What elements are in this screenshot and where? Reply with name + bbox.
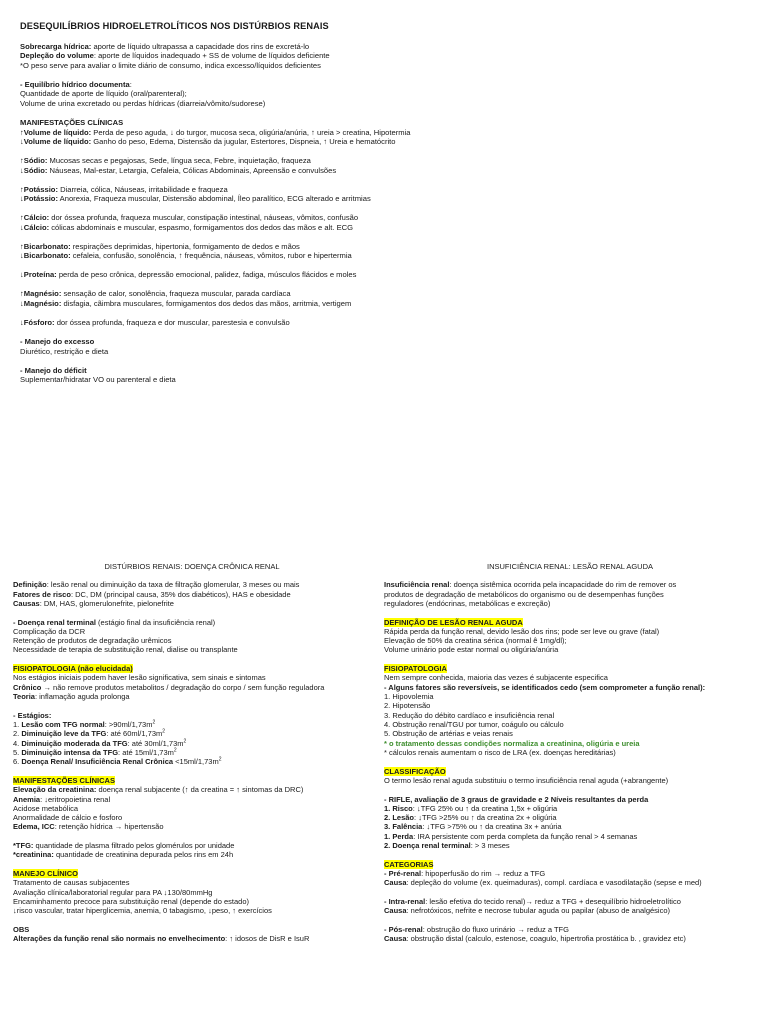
up-arrow-icon: ↑ [229,934,234,944]
drc-terminal-line-3: Necessidade de terapia de substituição renal, dialise ou transplante [13,645,238,655]
manejo-excesso-heading: - Manejo do excesso [20,336,95,346]
hydro-electrolyte-section [20,22,750,385]
drc-fisio-line: Nos estágios iniciais podem haver lesão significativa, sem sinais e sintomas [13,673,266,683]
lra-fator-4: 4. Obstrução renal/TGU por tumor, coágulo ou cálculo [384,719,564,729]
drc-calcio-line: Anormalidade de cálcio e fosforo [13,813,123,823]
right-arrow-icon: → [517,924,525,934]
drc-estagio-4: 4. Diminuição moderada da TFG: até $30ml/1,73m^2$ [13,738,187,748]
lra-insuficiencia-line-3: reguladores (endócrinas, metabólicas e excreção) [384,598,551,608]
lra-rifle-lesao: 2. Lesão: ↓TFG >25% ou ↑ da creatina 2x + oligúria [384,813,557,823]
drc-estagio-5: 5. Diminuição intensa da TFG: até $15ml/1,73m^2$ [13,747,177,757]
drc-estagios-heading: - Estágios: [13,710,52,720]
manejo-deficit-heading: - Manejo do déficit [20,365,87,375]
manejo-deficit-text: Suplementar/hidratar VO ou parenteral e dieta [20,375,176,385]
volume-down-line: ↓Volume de líquido: Ganho do peso, Edema, Distensão da jugular, Estertores, Dispneia, ↑ Ureia e hematócrito [20,137,396,147]
up-arrow-icon: ↑ [20,241,24,251]
lra-categorias-heading: CATEGORIAS [384,859,434,869]
drc-elevacao-line: Elevação da creatinina: doença renal subjacente (↑ da creatina = ↑ sintomas da DRC) [13,785,304,795]
lra-classificacao-line: O termo lesão renal aguda substituiu o termo insuficiência renal aguda (+abrangente) [384,775,669,785]
equilibrio-line-1: Quantidade de aporte de líquido (oral/parenteral); [20,89,187,99]
lra-definicao-line-1: Rápida perda da função renal, devido lesão dos rins; pode ser leve ou grave (fatal) [384,626,660,636]
lra-calculos-note: * cálculos renais aumentam o risco de LRA (ex. doenças hereditárias) [384,747,616,757]
lra-rifle-heading: - RIFLE, avaliação de 3 graus de gravidade e 2 Níveis resultantes da perda [384,794,649,804]
drc-teoria-line: Teoria: inflamação aguda prolonga [13,692,130,702]
page-title: DESEQUILÍBRIOS HIDROELETROLÍTICOS NOS DISTÚRBIOS RENAIS [20,21,329,31]
down-arrow-icon: ↓ [20,270,24,280]
down-arrow-icon: ↓ [13,906,17,916]
lra-prerenal-causa: Causa: depleção do volume (ex. queimaduras), compl. cardíaca e vasodilatação (sepse e med) [384,878,702,888]
up-arrow-icon: ↑ [323,137,328,147]
manejo-excesso-text: Diurético, restrição e dieta [20,346,109,356]
lra-fator-2: 2. Hipotensão [384,701,431,711]
lra-posrenal-causa: Causa: obstrução distal (calculo, estenose, coagulo, hipertrofia prostática b. , gravidez etc) [384,934,686,944]
sobrecarga-line: Sobrecarga hídrica: aporte de líquido ultrapassa a capacidade dos rins de excretá-lo [20,41,310,51]
bicarbonato-down-line: ↓Bicarbonato: cefaleia, confusão, sonolência, ↑ frequência, náuseas, vômitos, rubor e hipertermia [20,251,352,261]
up-arrow-icon: ↑ [178,251,183,261]
fosforo-down-line: ↓Fósforo: dor óssea profunda, fraqueza e dor muscular, parestesia e convulsão [20,317,290,327]
magnesio-down-line: ↓Magnésio: disfagia, cãimbra musculares, formigamentos dos dedos das mãos, arritmia, vertigem [20,299,352,308]
lra-fator-1: 1. Hipovolemia [384,692,434,702]
calcio-down-line: ↓Cálcio: cólicas abdominais e muscular, espasmo, formigamentos dos dedos das mãos e alt. ECG [20,222,354,232]
lra-definicao-line-3: Volume urinário pode estar normal ou oligúria/anúria [384,645,559,655]
deplecao-line: Depleção do volume: aporte de líquidos inadequado + SS de volume de líquidos deficiente [20,51,330,61]
lra-fisio-heading: FISIOPATOLOGIA [384,664,447,674]
up-arrow-icon: ↑ [465,803,470,813]
lra-posrenal-line: - Pós-renal: obstrução do fluxo urinário → reduz a TFG [384,924,569,934]
drc-causas: Causas: DM, HAS, glomerulonefrite, pielonefrite [13,598,174,608]
right-arrow-icon: → [43,682,51,692]
lra-insuficiencia-line-1: Insuficiência renal: doença sistêmica ocorrida pela incapacidade do rim de remover os [384,580,677,590]
manifestacoes-heading: MANIFESTAÇÕES CLÍNICAS [20,117,124,127]
down-arrow-icon: ↓ [208,906,212,916]
drc-manif-heading: MANIFESTAÇÕES CLÍNICAS [13,775,115,785]
lra-rifle-risco: 1. Risco: ↓TFG 25% ou ↑ da creatina 1,5x + oligúria [384,803,558,813]
proteina-down-line: ↓Proteína: perda de peso crônica, depressão emocional, palidez, fadiga, músculos flácidos e moles [20,270,357,280]
down-arrow-icon: ↓ [44,794,49,804]
down-arrow-icon: ↓ [20,299,24,308]
lra-intrarenal-line: - Intra-renal: lesão efetiva do tecido renal)→ reduz a TFG + desequilíbrio hidroeletrolítico [384,896,681,906]
potassio-down-line: ↓Potássio: Anorexia, Fraqueza muscular, Distensão abdominal, Íleo paralítico, ECG alterado e arritmias [20,194,371,204]
drc-fisio-heading: FISIOPATOLOGIA (não elucidada) [13,664,133,674]
drc-title: DISTÚRBIOS RENAIS: DOENÇA CRÔNICA RENAL [104,562,280,571]
right-arrow-icon: → [114,822,123,832]
drc-cronico-line: Crônico → não remove produtos metabolitos / degradação do corpo / sem função reguladora [13,682,325,692]
down-arrow-icon: ↓ [20,165,24,175]
drc-manejo-heading: MANEJO CLÍNICO [13,869,79,879]
up-arrow-icon: ↑ [20,156,24,166]
down-arrow-icon: ↓ [163,887,168,897]
lra-definicao-heading: DEFINIÇÃO DE LESÃO RENAL AGUDA [384,617,523,627]
lra-insuficiencia-line-2: produtos de degradação de metabólicos do organismo ou de desempenhas funções [384,589,664,599]
right-arrow-icon: → [493,868,502,878]
down-arrow-icon: ↓ [20,194,24,204]
drc-tfg-note: *TFG: quantidade de plasma filtrado pelos glomérulos por unidade [13,841,235,851]
drc-creatinina-note: *creatinina: quantidade de creatinina depurada pelos rins em 24h [13,850,234,860]
equilibrio-heading: - Equilíbrio hídrico documenta: [20,79,132,89]
drc-obs-heading: OBS [13,924,30,934]
sodio-up-line: ↑Sódio: Mucosas secas e pegajosas, Sede, língua seca, Febre, inquietação, fraqueza [20,156,311,166]
lra-rifle-terminal: 2. Doença renal terminal: > 3 meses [384,840,510,850]
drc-manejo-line-2: Avaliação clínica/laboratorial regular para PA ↓130/80mmHg [13,887,213,897]
equilibrio-line-2: Volume de urina excretado ou perdas hídricas (diarreia/vômito/sudorese) [20,98,266,108]
drc-edema-line: Edema, ICC: retenção hídrica → hipertensão [13,822,164,832]
lra-fisio-line-2: - Alguns fatores são reversíveis, se identificados cedo (sem comprometer a função renal): [384,682,706,692]
drc-terminal-line-1: Complicação da DCR [13,626,86,636]
drc-fatores: Fatores de risco: DC, DM (principal causa, 35% dos diabéticos), HAS e obesidade [13,589,291,599]
down-arrow-icon: ↓ [170,127,174,137]
peso-note: *O peso serve para avaliar o limite diário de consumo, indica excesso/líquidos deficientes [20,60,321,70]
right-arrow-icon: → [525,896,533,906]
magnesio-up-line: ↑Magnésio: sensação de calor, sonolência, fraqueza muscular, parada cardíaca [20,289,291,299]
drc-estagio-1: 1. Lesão com TFG normal: $>90ml/1,73m^2$ [13,719,156,730]
potassio-up-line: ↑Potássio: Diarreia, cólica, Náuseas, irritabilidade e fraqueza [20,184,228,194]
drc-manejo-line-1: Tratamento de causas subjacentes [13,878,130,888]
lra-green-note: * o tratamento dessas condições normaliza a creatinina, oligúria e ureia [384,738,640,748]
up-arrow-icon: ↑ [479,822,484,832]
lra-fisio-line-1: Nem sempre conhecida, maioria das vezes é subjacente especifica [384,673,608,683]
drc-anemia-line: Anemia: ↓eritropoietina renal [13,794,111,804]
lra-classificacao-heading: CLASSIFICAÇÃO [384,766,446,776]
up-arrow-icon: ↑ [20,289,24,299]
up-arrow-icon: ↑ [232,906,237,916]
drc-acidose-line: Acidose metabólica [13,803,79,813]
lra-definicao-line-2: Elevação de 50% da creatina sérica (normal ê 1mg/dl); [384,636,567,646]
up-arrow-icon: ↑ [20,213,24,223]
drc-manejo-line-3: Encaminhamento precoce para substituição renal (depende do estado) [13,896,249,906]
up-arrow-icon: ↑ [236,785,241,795]
lra-intrarenal-causa: Causa: nefrotóxicos, nefrite e necrose tubular aguda ou papilar (abuso de analgésico) [384,906,671,916]
drc-terminal-line-2: Retenção de produtos de degradação urêmicos [13,636,172,646]
lra-column [384,562,756,944]
up-arrow-icon: ↑ [184,785,189,795]
up-arrow-icon: ↑ [470,813,475,823]
calcio-up-line: ↑Cálcio: dor óssea profunda, fraqueza muscular, constipação intestinal, náuseas, vômitos, confusão [20,213,359,223]
down-arrow-icon: ↓ [20,317,24,327]
drc-definicao: Definição: lesão renal ou diminuição da taxa de filtração glomerular, 3 meses ou mais [13,580,300,590]
sodio-down-line: ↓Sódio: Náuseas, Mal-estar, Letargia, Cefaleia, Cólicas Abdominais, Apreensão e convulsões [20,165,337,175]
drc-estagio-6: 6. Doença Renal/ Insuficiência Renal Crônica $<15ml/1,73m^2$ [13,756,222,767]
lra-prerenal-line: - Pré-renal: hipoperfusão do rim → reduz a TFG [384,868,546,878]
up-arrow-icon: ↑ [20,184,24,194]
lra-title: INSUFICIÊNCIA RENAL: LESÃO RENAL AGUDA [486,562,654,571]
down-arrow-icon: ↓ [20,222,24,232]
lra-rifle-perda: 1. Perda: IRA persistente com perda completa da função renal > 4 semanas [384,831,638,841]
bicarbonato-up-line: ↑Bicarbonato: respirações deprimidas, hipertonia, formigamento de dedos e mãos [20,241,300,251]
down-arrow-icon: ↓ [20,251,24,261]
drc-estagio-2: 2. Diminuição leve da TFG: até $60ml/1,73m^2$ [13,728,166,739]
lra-rifle-falencia: 3. Falência: ↓TFG >75% ou ↑ da creatina 3x + anúria [384,822,562,832]
volume-up-line: ↑Volume de líquido: Perda de peso aguda, ↓ do turgor, mucosa seca, oligúria/anúria, ↑ ureia > creatina, Hipotermia [20,127,411,137]
lra-fator-3: 3. Redução do débito cardíaco e insuficiência renal [384,710,555,720]
up-arrow-icon: ↑ [311,127,315,137]
lra-fator-5: 5. Obstrução de artérias e veias renais [384,729,513,739]
down-arrow-icon: ↓ [426,822,431,832]
drc-terminal-heading: - Doença renal terminal (estágio final da insuficiência renal) [13,617,216,627]
drc-obs-line: Alterações da função renal são normais no envelhecimento: ↑ idosos de DisR e IsuR [13,934,310,944]
down-arrow-icon: ↓ [20,137,24,147]
drc-manejo-line-4: ↓risco vascular, tratar hiperglicemia, anemia, 0 tabagismo, ↓peso, ↑ exercícios [13,906,272,916]
down-arrow-icon: ↓ [416,803,421,813]
up-arrow-icon: ↑ [20,127,24,137]
drc-column [13,562,371,944]
down-arrow-icon: ↓ [418,813,422,823]
